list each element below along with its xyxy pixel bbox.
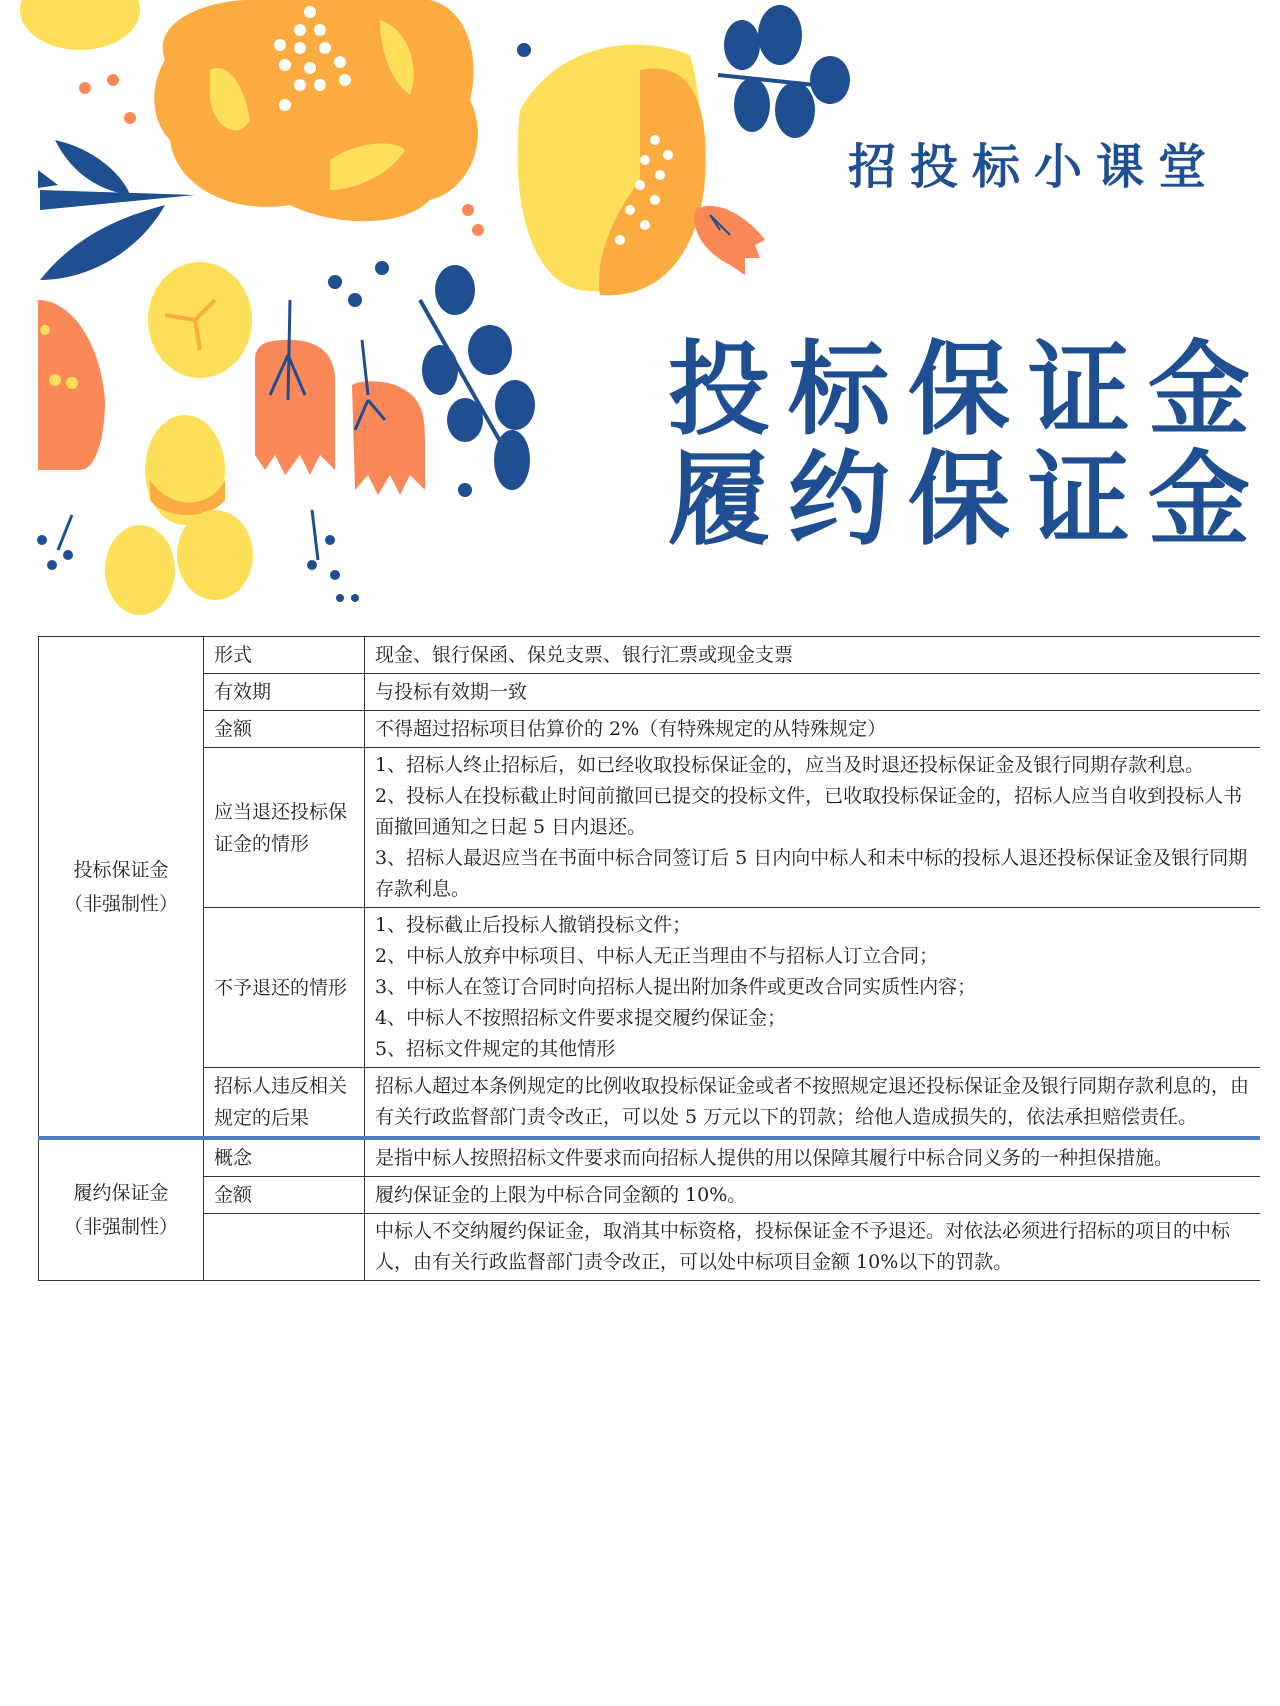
item-label: 应当退还投标保证金的情形 [204,748,365,908]
item-content: 不得超过招标项目估算价的 2%（有特殊规定的从特殊规定） [365,711,1261,748]
item-content: 中标人不交纳履约保证金，取消其中标资格，投标保证金不予退还。对依法必须进行招标的项目的中标人，由有关行政监督部门责令改正，可以处中标项目金额 10%以下的罚款。 [365,1214,1261,1281]
table-row [39,674,1261,711]
item-label: 不予退还的情形 [204,908,365,1068]
header-banner [0,0,1280,560]
group-cell-performance-bond: 履约保证金 （非强制性） [39,1138,204,1281]
item-content: 1、投标截止后投标人撤销投标文件； 2、中标人放弃中标项目、中标人无正当理由不与招标人订立合同； 3、中标人在签订合同时向招标人提出附加条件或更改合同实质性内容； 4、中标人不按照招标文件要求提交履约保证金； 5、招标文件规定的其他情形 [365,908,1261,1068]
banner-title-performance-bond: 履约保证金 [668,441,1268,560]
table-row [39,908,1261,1068]
item-content: 现金、银行保函、保兑支票、银行汇票或现金支票 [365,637,1261,674]
item-label [204,1214,365,1281]
item-content: 招标人超过本条例规定的比例收取投标保证金或者不按照规定退还投标保证金及银行同期存款利息的，由有关行政监督部门责令改正，可以处 5 万元以下的罚款；给他人造成损失的，依法承担赔偿责任。 [365,1068,1261,1139]
table-row [39,748,1261,908]
group-cell-bid-bond: 投标保证金 （非强制性） [39,637,204,1139]
item-label: 招标人违反相关规定的后果 [204,1068,365,1139]
table-row [39,1138,1261,1177]
table-row [39,1068,1261,1139]
item-content: 与投标有效期一致 [365,674,1261,711]
item-label: 有效期 [204,674,365,711]
banner-title-bid-bond: 投标保证金 [668,331,1268,450]
table-row [39,637,1261,674]
item-content: 是指中标人按照招标文件要求而向招标人提供的用以保障其履行中标合同义务的一种担保措施。 [365,1138,1261,1177]
table-row [39,1214,1261,1281]
item-content: 1、招标人终止招标后，如已经收取投标保证金的，应当及时退还投标保证金及银行同期存款利息。 2、投标人在投标截止时间前撤回已提交的投标文件，已收取投标保证金的，招标人应当自收到投标人书面撤回通知之日起 5 日内退还。 3、招标人最迟应当在书面中标合同签订后 5 日内向中标人和未中标的投标人退还投标保证金及银行同期存款利息。 [365,748,1261,908]
item-content: 履约保证金的上限为中标合同金额的 10%。 [365,1177,1261,1214]
item-label: 形式 [204,637,365,674]
bond-comparison-table [38,643,1260,1302]
item-label: 概念 [204,1138,365,1177]
banner-subtitle: 招投标小课堂 [848,139,1221,195]
table-row [39,711,1261,748]
item-label: 金额 [204,1177,365,1214]
table-row [39,1177,1261,1214]
item-label: 金额 [204,711,365,748]
